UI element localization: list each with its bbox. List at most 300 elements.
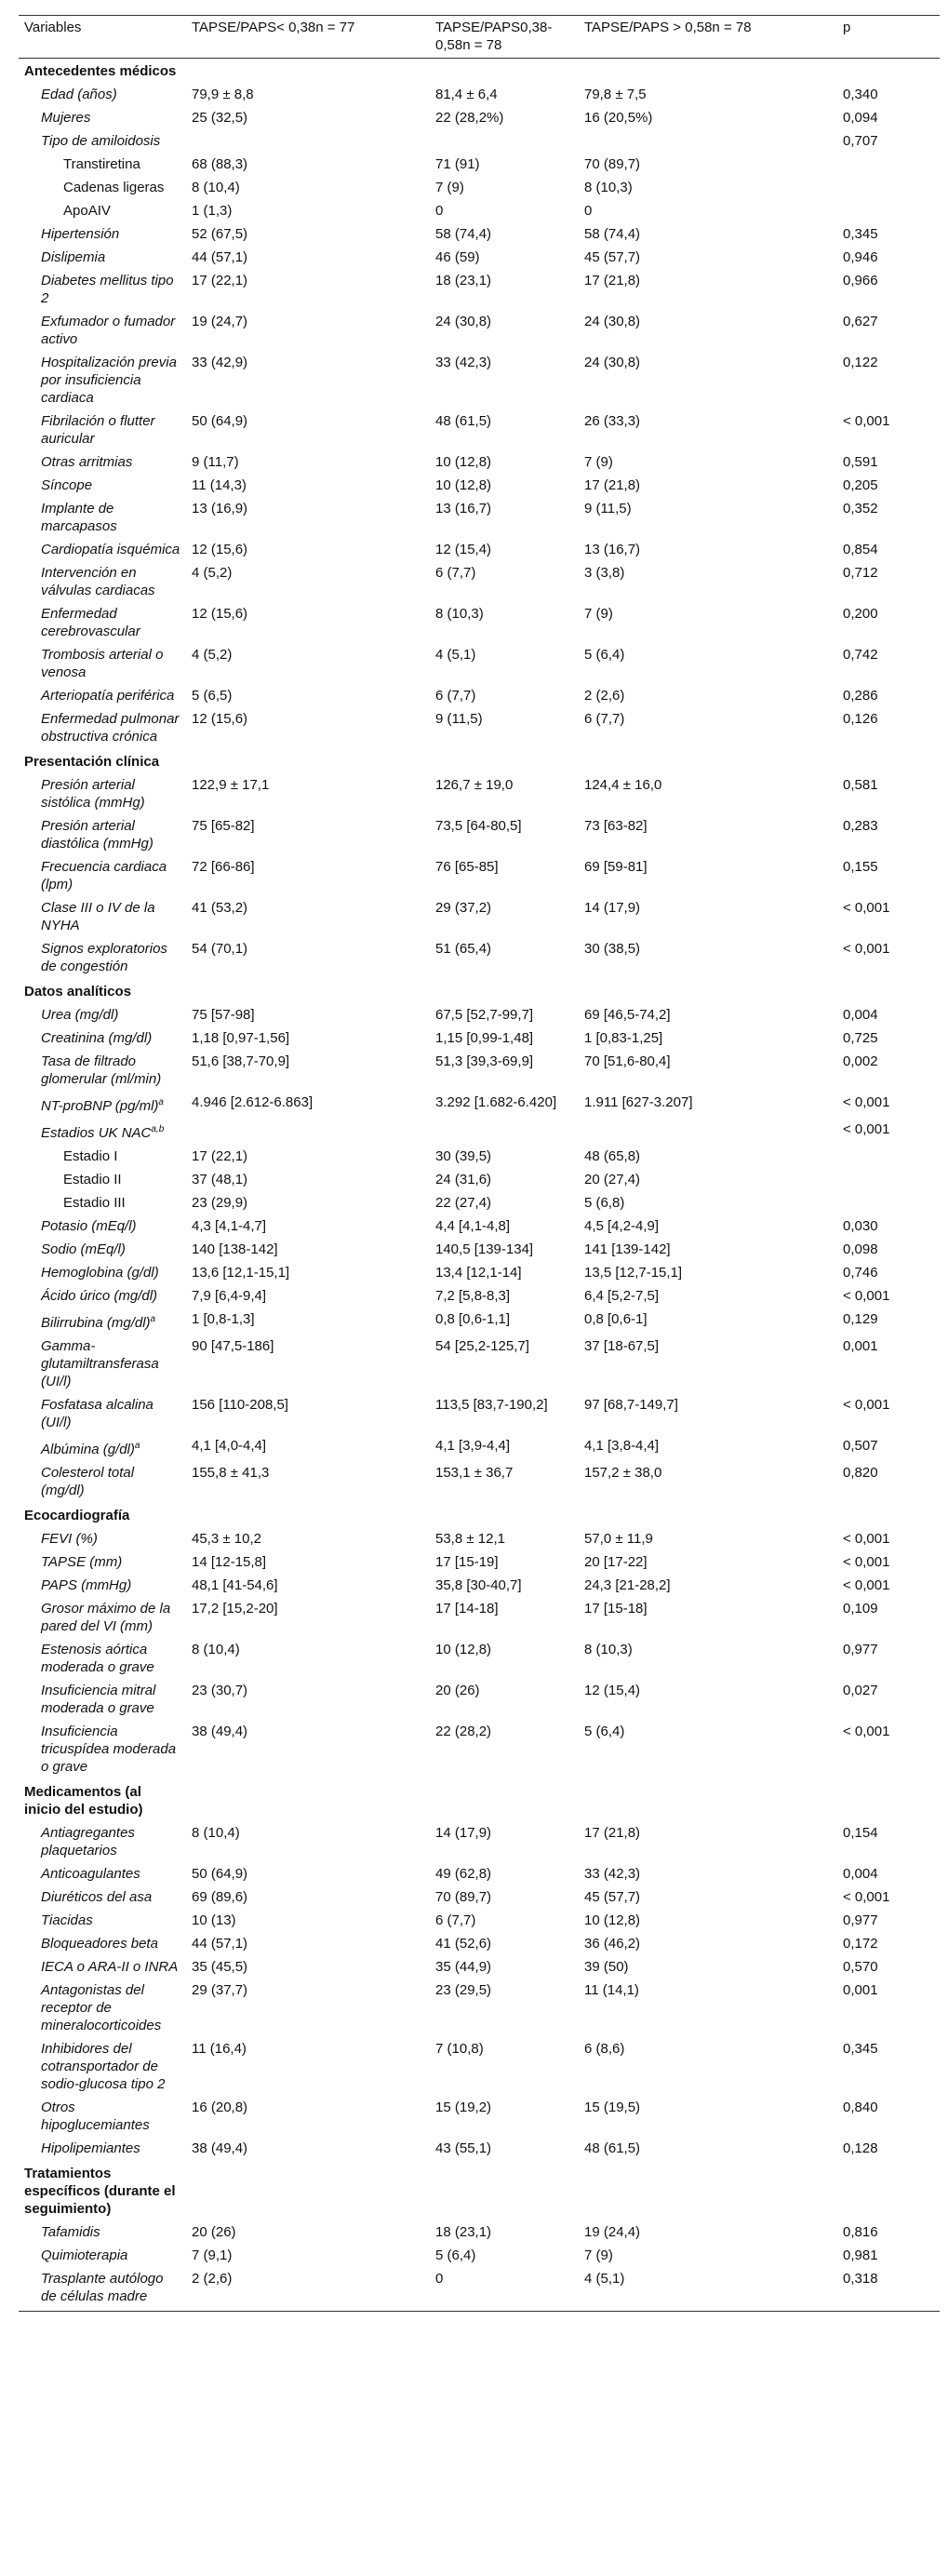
- section-title: [19, 2161, 186, 2221]
- p-value: 0,286: [843, 688, 878, 704]
- value-group-high: 8 (10,3): [584, 1642, 633, 1657]
- variable-text: Insuficiencia mitral moderada o grave: [41, 1683, 156, 1716]
- value-group-low: 20 (26): [192, 2224, 236, 2240]
- variable-text: Enfermedad cerebrovascular: [41, 606, 140, 639]
- p-value: [837, 2161, 940, 2221]
- variable-label: [19, 1215, 186, 1239]
- variable-text: Anticoagulantes: [41, 1866, 140, 1882]
- value-group-mid: 58 (74,4): [435, 226, 492, 242]
- variable-text: ApoAIV: [63, 203, 111, 219]
- value-group-high: 13 (16,7): [584, 542, 641, 557]
- p-value: 0,854: [843, 542, 878, 557]
- value-group-mid: 22 (27,4): [435, 1195, 492, 1211]
- table-row: [19, 1004, 940, 1027]
- variable-text: Diabetes mellitus tipo 2: [41, 273, 174, 306]
- table-row: [19, 2245, 940, 2268]
- value-group-low: 33 (42,9): [192, 355, 248, 370]
- p-value: [837, 1503, 940, 1528]
- value-group-high: 5 (6,4): [584, 1724, 625, 1739]
- value-group-low: 4,1 [4,0-4,4]: [192, 1438, 267, 1454]
- value-group-mid: 4,1 [3,9-4,4]: [435, 1438, 511, 1454]
- value-group-high: 5 (6,8): [584, 1195, 625, 1211]
- value-group-mid: 0,8 [0,6-1,1]: [435, 1311, 511, 1327]
- value-group-low: 54 (70,1): [192, 941, 248, 957]
- value-group-high: 48 (61,5): [584, 2140, 641, 2156]
- variable-label: [19, 1169, 186, 1192]
- value-group-mid: 9 (11,5): [435, 711, 483, 727]
- value-group-low: 2 (2,6): [186, 2268, 430, 2312]
- variable-label: [19, 84, 186, 107]
- value-group-low: 38 (49,4): [192, 1724, 248, 1739]
- p-value: 0,627: [843, 314, 878, 329]
- variable-label: [19, 708, 186, 749]
- value-group-mid: 1,15 [0,99-1,48]: [435, 1030, 534, 1046]
- variable-label: [19, 1285, 186, 1308]
- section-row: [19, 1779, 940, 1822]
- p-value: < 0,001: [843, 1577, 890, 1593]
- value-group-low: 4,3 [4,1-4,7]: [192, 1218, 267, 1234]
- table-row: [19, 1308, 940, 1335]
- variable-text: Signos exploratorios de congestión: [41, 941, 167, 974]
- table-row: [19, 1027, 940, 1051]
- header-group-low: TAPSE/PAPS< 0,38n = 77: [186, 16, 430, 59]
- value-group-low: 122,9 ± 17,1: [192, 777, 270, 793]
- value-group-low: 8 (10,4): [192, 1642, 240, 1657]
- table-row: [19, 352, 940, 410]
- value-group-mid: [430, 2161, 579, 2221]
- value-group-low: 45,3 ± 10,2: [192, 1531, 261, 1547]
- variable-label: [19, 1462, 186, 1503]
- table-row: [19, 1462, 940, 1503]
- value-group-low: 1 (1,3): [192, 203, 233, 219]
- variable-label: [19, 311, 186, 352]
- p-value: 0,746: [843, 1265, 878, 1281]
- variable-text: Insuficiencia tricuspídea moderada o grave: [41, 1724, 177, 1775]
- p-value: < 0,001: [843, 1094, 890, 1110]
- p-value: [837, 59, 940, 85]
- variable-text: PAPS (mmHg): [41, 1577, 132, 1593]
- value-group-low: 37 (48,1): [192, 1172, 248, 1187]
- value-group-high: 3 (3,8): [584, 565, 625, 581]
- p-value: 0,154: [843, 1825, 878, 1841]
- variable-label: [19, 107, 186, 130]
- value-group-high: 70 (89,7): [584, 156, 641, 172]
- section-row: [19, 979, 940, 1004]
- value-group-mid: 20 (26): [435, 1683, 480, 1698]
- table-row: [19, 1680, 940, 1721]
- variable-label: [19, 2221, 186, 2245]
- value-group-low: 72 [66-86]: [192, 859, 255, 875]
- table-row: [19, 475, 940, 498]
- value-group-low: 4 (5,2): [192, 565, 233, 581]
- value-group-low: 51,6 [38,7-70,9]: [192, 1053, 290, 1069]
- table-row: [19, 1863, 940, 1886]
- value-group-low: 75 [57-98]: [192, 1007, 255, 1023]
- value-group-high: 17 (21,8): [584, 1825, 641, 1841]
- value-group-low: 10 (13): [192, 1912, 236, 1928]
- value-group-high: 17 (21,8): [584, 273, 641, 288]
- value-group-low: 52 (67,5): [192, 226, 248, 242]
- table-row: [19, 270, 940, 311]
- value-group-high: 2 (2,6): [584, 688, 625, 704]
- value-group-high: 19 (24,4): [584, 2224, 641, 2240]
- value-group-high: 8 (10,3): [584, 180, 633, 195]
- variable-text: Clase III o IV de la NYHA: [41, 900, 155, 933]
- value-group-high: 124,4 ± 16,0: [584, 777, 662, 793]
- value-group-mid: 14 (17,9): [435, 1825, 492, 1841]
- p-value: 0,340: [843, 87, 878, 102]
- value-group-low: 17,2 [15,2-20]: [192, 1601, 278, 1617]
- variable-text: Transtiretina: [63, 156, 140, 172]
- value-group-low: 68 (88,3): [192, 156, 248, 172]
- value-group-high: 26 (33,3): [584, 413, 641, 429]
- value-group-low: [186, 1779, 430, 1822]
- p-value: 0,966: [843, 273, 878, 288]
- p-value: 0,004: [843, 1866, 878, 1882]
- value-group-low: 8 (10,4): [192, 1825, 240, 1841]
- variable-label: [19, 498, 186, 539]
- variable-label: [19, 938, 186, 979]
- variable-text: Tiacidas: [41, 1912, 93, 1928]
- value-group-mid: 71 (91): [435, 156, 480, 172]
- value-group-mid: 22 (28,2): [435, 1724, 492, 1739]
- p-value: 0,030: [843, 1218, 878, 1234]
- p-value: [837, 979, 940, 1004]
- value-group-high: [579, 2161, 837, 2221]
- value-group-low: 4.946 [2.612-6.863]: [192, 1094, 314, 1110]
- variable-label: [19, 1639, 186, 1680]
- variable-label: [19, 177, 186, 200]
- variable-text: Potasio (mEq/l): [41, 1218, 137, 1234]
- value-group-mid: 6 (7,7): [435, 565, 476, 581]
- table-row: [19, 1051, 940, 1092]
- p-value: < 0,001: [843, 900, 890, 916]
- p-value: < 0,001: [843, 1889, 890, 1905]
- variable-text: Tipo de amiloidosis: [41, 133, 161, 149]
- variable-text: FEVI (%): [41, 1531, 98, 1547]
- value-group-low: 4 (5,2): [192, 647, 233, 663]
- table-row: [19, 177, 940, 200]
- variable-text: Estadios UK NAC: [41, 1125, 152, 1141]
- p-value: 0,205: [843, 477, 878, 493]
- table-row: [19, 200, 940, 223]
- p-value: 0,946: [843, 249, 878, 265]
- table-row: [19, 938, 940, 979]
- table-row: [19, 539, 940, 562]
- variable-label: [19, 352, 186, 410]
- value-group-mid: 4 (5,1): [435, 647, 476, 663]
- section-row: [19, 2161, 940, 2221]
- value-group-high: 97 [68,7-149,7]: [584, 1397, 678, 1413]
- p-value: 0,352: [843, 501, 878, 517]
- value-group-mid: [430, 130, 579, 154]
- value-group-high: 5 (6,4): [584, 647, 625, 663]
- variable-text: Inhibidores del cotransportador de sodio-glucosa tipo 2: [41, 2041, 166, 2092]
- table-row: [19, 1551, 940, 1575]
- value-group-mid: 70 (89,7): [435, 1889, 492, 1905]
- value-group-high: 17 [15-18]: [584, 1601, 648, 1617]
- value-group-low: 41 (53,2): [192, 900, 248, 916]
- value-group-low: 79,9 ± 8,8: [192, 87, 254, 102]
- value-group-high: 7 (9): [584, 454, 613, 470]
- value-group-mid: [430, 1119, 579, 1146]
- table-row: [19, 498, 940, 539]
- value-group-high: 141 [139-142]: [584, 1241, 671, 1257]
- variable-text: Fibrilación o flutter auricular: [41, 413, 155, 447]
- value-group-mid: 30 (39,5): [435, 1148, 492, 1164]
- variable-label: [19, 685, 186, 708]
- value-group-mid: 12 (15,4): [435, 542, 492, 557]
- variable-text: Tafamidis: [41, 2224, 100, 2240]
- variable-text: Ácido úrico (mg/dl): [41, 1288, 158, 1304]
- table-row: [19, 603, 940, 644]
- table-row: [19, 2138, 940, 2161]
- variable-text: Presión arterial sistólica (mmHg): [41, 777, 145, 811]
- value-group-high: 11 (14,1): [584, 1982, 639, 1998]
- variable-text: Intervención en válvulas cardiacas: [41, 565, 155, 598]
- value-group-mid: 67,5 [52,7-99,7]: [435, 1007, 534, 1023]
- value-group-low: 44 (57,1): [192, 1936, 248, 1952]
- variable-label: [19, 562, 186, 603]
- table-row: [19, 247, 940, 270]
- header-group-high: TAPSE/PAPS > 0,58n = 78: [579, 16, 837, 59]
- table-row: [19, 223, 940, 247]
- table-row: [19, 130, 940, 154]
- table-row: [19, 1215, 940, 1239]
- value-group-low: 1 [0,8-1,3]: [192, 1311, 255, 1327]
- p-value: [837, 200, 940, 223]
- p-value: 0,742: [843, 647, 878, 663]
- value-group-mid: 6 (7,7): [435, 1912, 476, 1928]
- value-group-low: 50 (64,9): [192, 413, 248, 429]
- value-group-mid: 15 (19,2): [435, 2100, 492, 2115]
- section-row: [19, 1503, 940, 1528]
- variable-label: [19, 2038, 186, 2097]
- section-title: [19, 979, 186, 1004]
- value-group-mid: 5 (6,4): [435, 2247, 476, 2263]
- value-group-high: 24 (30,8): [584, 314, 641, 329]
- value-group-mid: 3.292 [1.682-6.420]: [435, 1094, 557, 1110]
- variable-label: [19, 451, 186, 475]
- value-group-mid: [430, 979, 579, 1004]
- variable-label: [19, 1394, 186, 1435]
- value-group-high: 9 (11,5): [584, 501, 632, 517]
- value-group-low: 156 [110-208,5]: [192, 1397, 288, 1413]
- variable-label: [19, 1146, 186, 1169]
- value-group-mid: 23 (29,5): [435, 1982, 492, 1998]
- value-group-mid: 13 (16,7): [435, 501, 492, 517]
- value-group-low: 23 (29,9): [192, 1195, 248, 1211]
- variable-text: Arteriopatía periférica: [41, 688, 175, 704]
- p-value: 0,820: [843, 1465, 878, 1481]
- p-value: 0,570: [843, 1959, 878, 1975]
- table-row: [19, 856, 940, 897]
- value-group-high: 6,4 [5,2-7,5]: [584, 1288, 660, 1304]
- p-value: < 0,001: [843, 1531, 890, 1547]
- value-group-mid: 41 (52,6): [435, 1936, 492, 1952]
- table-row: [19, 1956, 940, 1979]
- variable-label: [19, 1575, 186, 1598]
- value-group-mid: 140,5 [139-134]: [435, 1241, 534, 1257]
- value-group-high: 16 (20,5%): [584, 110, 653, 126]
- value-group-mid: 18 (23,1): [435, 2224, 492, 2240]
- variable-label: [19, 897, 186, 938]
- variable-text: Datos analíticos: [24, 984, 132, 1000]
- footnote-marker: a: [150, 1314, 156, 1324]
- table-row: [19, 2038, 940, 2097]
- value-group-mid: 76 [65-85]: [435, 859, 499, 875]
- value-group-low: 13 (16,9): [192, 501, 248, 517]
- value-group-high: 70 [51,6-80,4]: [584, 1053, 671, 1069]
- table-row: [19, 2097, 940, 2138]
- value-group-low: 1,18 [0,97-1,56]: [192, 1030, 290, 1046]
- variable-text: Trasplante autólogo de células madre: [41, 2271, 164, 2304]
- value-group-high: 13,5 [12,7-15,1]: [584, 1265, 683, 1281]
- table-row: [19, 1262, 940, 1285]
- value-group-high: 10 (12,8): [584, 1912, 641, 1928]
- variable-text: Bilirrubina (mg/dl): [41, 1315, 151, 1331]
- value-group-mid: 35 (44,9): [435, 1959, 492, 1975]
- value-group-high: 20 (27,4): [584, 1172, 641, 1187]
- p-value: 0,345: [843, 2041, 878, 2057]
- variable-text: Hipolipemiantes: [41, 2140, 140, 2156]
- variable-label: [19, 2245, 186, 2268]
- value-group-low: [186, 1119, 430, 1146]
- value-group-mid: 73,5 [64-80,5]: [435, 818, 522, 834]
- variable-label: [19, 1886, 186, 1910]
- variable-label: [19, 130, 186, 154]
- variable-text: TAPSE (mm): [41, 1554, 123, 1570]
- value-group-high: 0: [584, 203, 593, 219]
- variable-text: Estadio II: [63, 1172, 122, 1187]
- variable-text: IECA o ARA-II o INRA: [41, 1959, 179, 1975]
- p-value: 0,591: [843, 454, 878, 470]
- table-row: [19, 1910, 940, 1933]
- value-group-mid: 17 [14-18]: [435, 1601, 499, 1617]
- value-group-high: 0,8 [0,6-1]: [584, 1311, 648, 1327]
- table-row: [19, 84, 940, 107]
- variable-text: Cadenas ligeras: [63, 180, 165, 195]
- p-value: [837, 1192, 940, 1215]
- table-row: [19, 685, 940, 708]
- variable-text: Exfumador o fumador activo: [41, 314, 176, 347]
- p-value: [837, 177, 940, 200]
- value-group-low: 35 (45,5): [192, 1959, 248, 1975]
- value-group-mid: 29 (37,2): [435, 900, 492, 916]
- table-row: [19, 1239, 940, 1262]
- value-group-low: 11 (14,3): [192, 477, 247, 493]
- value-group-low: 29 (37,7): [192, 1982, 248, 1998]
- variable-text: Tasa de filtrado glomerular (ml/min): [41, 1053, 162, 1087]
- value-group-mid: 35,8 [30-40,7]: [435, 1577, 522, 1593]
- value-group-high: 73 [63-82]: [584, 818, 648, 834]
- variable-text: Estadio I: [63, 1148, 118, 1164]
- value-group-high: 1.911 [627-3.207]: [584, 1094, 693, 1110]
- variable-label: [19, 1956, 186, 1979]
- variable-label: [19, 644, 186, 685]
- variable-label: [19, 1435, 186, 1462]
- variable-label: [19, 2097, 186, 2138]
- footnote-marker: a: [158, 1097, 164, 1107]
- value-group-low: [186, 749, 430, 774]
- variable-text: Grosor máximo de la pared del VI (mm): [41, 1601, 171, 1634]
- table-row: [19, 2221, 940, 2245]
- value-group-mid: 22 (28,2%): [435, 110, 504, 126]
- variable-label: [19, 774, 186, 815]
- value-group-mid: 51,3 [39,3-69,9]: [435, 1053, 534, 1069]
- value-group-mid: 48 (61,5): [435, 413, 492, 429]
- variable-label: [19, 1979, 186, 2038]
- value-group-mid: 6 (7,7): [435, 688, 476, 704]
- variable-text: Urea (mg/dl): [41, 1007, 119, 1023]
- value-group-low: 17 (22,1): [192, 273, 248, 288]
- variable-text: Antecedentes médicos: [24, 63, 177, 79]
- value-group-mid: [430, 749, 579, 774]
- variable-text: Trombosis arterial o venosa: [41, 647, 164, 680]
- variable-label: [19, 1551, 186, 1575]
- value-group-low: 16 (20,8): [192, 2100, 248, 2115]
- variable-label: [19, 1239, 186, 1262]
- p-value: 0,345: [843, 226, 878, 242]
- table-row: [19, 2268, 940, 2312]
- p-value: 0,002: [843, 1053, 878, 1069]
- variable-label: [19, 1335, 186, 1394]
- value-group-mid: 17 [15-19]: [435, 1554, 499, 1570]
- section-title: [19, 59, 186, 85]
- value-group-mid: 24 (31,6): [435, 1172, 492, 1187]
- value-group-high: 4 (5,1): [579, 2268, 837, 2312]
- value-group-mid: 33 (42,3): [435, 355, 492, 370]
- value-group-low: 12 (15,6): [192, 542, 248, 557]
- p-value: 0,128: [843, 2140, 878, 2156]
- variable-label: [19, 200, 186, 223]
- value-group-low: 12 (15,6): [192, 711, 248, 727]
- table-row: [19, 562, 940, 603]
- table-row: [19, 1285, 940, 1308]
- section-title: [19, 1779, 186, 1822]
- variable-text: Gamma-glutamiltransferasa (UI/l): [41, 1338, 159, 1389]
- value-group-low: 25 (32,5): [192, 110, 248, 126]
- section-row: [19, 59, 940, 85]
- value-group-low: 9 (11,7): [192, 454, 239, 470]
- value-group-low: 75 [65-82]: [192, 818, 255, 834]
- value-group-low: 17 (22,1): [192, 1148, 248, 1164]
- footnote-marker: a,b: [151, 1124, 165, 1134]
- value-group-high: 14 (17,9): [584, 900, 641, 916]
- value-group-mid: 8 (10,3): [435, 606, 484, 622]
- variable-text: Otras arritmias: [41, 454, 133, 470]
- value-group-high: [579, 1503, 837, 1528]
- table-row: [19, 1598, 940, 1639]
- value-group-low: 90 [47,5-186]: [192, 1338, 274, 1354]
- table-row: [19, 451, 940, 475]
- value-group-low: 155,8 ± 41,3: [192, 1465, 270, 1481]
- value-group-high: 157,2 ± 38,0: [584, 1465, 662, 1481]
- table-row: [19, 1575, 940, 1598]
- header-variables: Variables: [19, 16, 186, 59]
- p-value: 0,581: [843, 777, 878, 793]
- value-group-mid: 10 (12,8): [435, 1642, 492, 1657]
- variable-text: Tratamientos específicos (durante el seguimiento): [24, 2166, 176, 2217]
- variable-text: Fosfatasa alcalina (UI/l): [41, 1397, 154, 1430]
- variable-label: [19, 223, 186, 247]
- p-value: < 0,001: [843, 1397, 890, 1413]
- p-value: 0,725: [843, 1030, 878, 1046]
- p-value: 0,977: [843, 1912, 878, 1928]
- header-group-mid: TAPSE/PAPS0,38-0,58n = 78: [430, 16, 579, 59]
- variable-label: [19, 247, 186, 270]
- value-group-high: [579, 1779, 837, 1822]
